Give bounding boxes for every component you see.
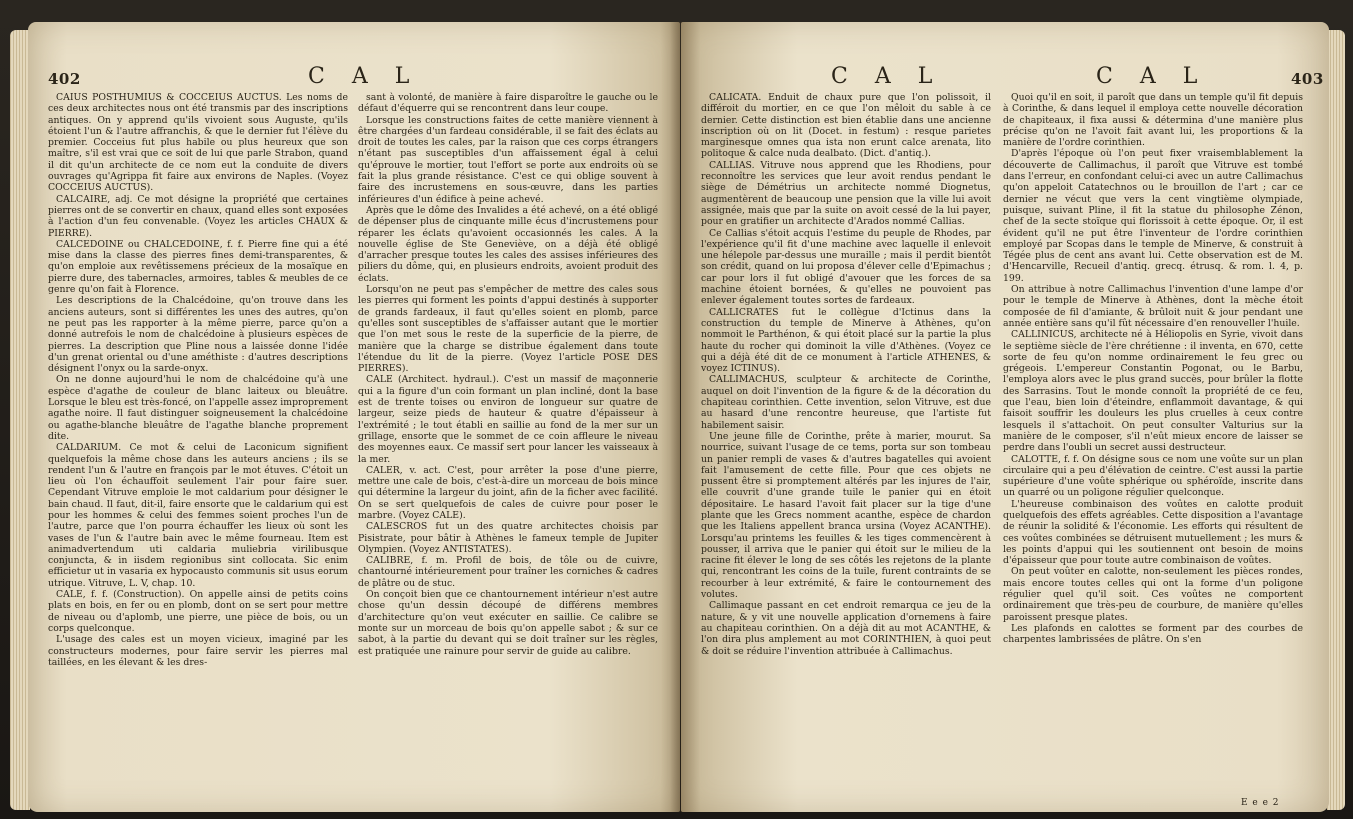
paragraph: CALER, v. act. C'est, pour arrêter la pose d'une pierre, mettre une cale de bois, c'est-à-dire un morceau de bois mince qui détermine la largeur du joint, afin de la ficher avec facilité. On se sert quelquefois de cales de cuivre pour poser le marbre. (Voyez CALE).: [358, 464, 658, 521]
running-head-2: C A L: [1096, 64, 1208, 89]
running-head: C A L: [308, 64, 420, 89]
paragraph: CALCEDOINE ou CHALCEDOINE, f. f. Pierre fine qui a été mise dans la classe des pierres fines demi-transparentes, & qu'on emploie aux revêtissemens précieux de la mosaïque en pierre dure, des tabernacles, armoires, tables & meubles de ce genre qu'on fait à Florence.: [48, 238, 348, 296]
paragraph: CALLIAS. Vitruve nous apprend que les Rhodiens, pour reconnoître les services que leur avoit rendus pendant le siège de Démétrius un architecte nommé Diognetus, augmentèrent de beaucoup une pension que la ville lui avoit assignée, mais que par la suite on avoit cessé de la lui payer, pour en gratifier un architecte d'Arados nommé Callias.: [701, 159, 991, 228]
page-number: 402: [48, 70, 81, 88]
text-column-1: [48, 92, 348, 782]
paragraph: CALLINICUS, architecte né à Héliopolis en Syrie, vivoit dans le septième siècle de l'ère chrétienne : il inventa, en 670, cette sorte de feu qu'on nomme ordinairement le feu grec ou grégeois. L'empereur Constantin Pogonat, ou le Barbu, l'employa alors avec le plus grand succès, pour brûler la flotte des Sarrasins. Tout le monde connoît la propriété de ce feu, que l'eau, bien loin d'éteindre, enflammoit davantage, & qui faisoit souffrir les douleurs les plus cruelles à ceux contre lesquels il s'attachoit. On peut consulter Valturius sur la manière de le composer, s'il n'eût mieux encore de laisser se perdre dans l'oubli un secret aussi destructeur.: [1003, 329, 1303, 454]
paragraph: CALOTTE, f. f. On désigne sous ce nom une voûte sur un plan circulaire qui a peu d'élévation de ceintre. C'est aussi la partie supérieure d'une voûte sphérique ou sphéroïde, inscrite dans un quarré ou un poligone régulier quelconque.: [1003, 453, 1303, 499]
text-column-1: [701, 92, 991, 782]
paragraph: Quoi qu'il en soit, il paroît que dans un temple qu'il fit depuis à Corinthe, & dans lequel il employa cette nouvelle décoration de chapiteaux, il fixa aussi & détermina d'une manière plus précise qu'on ne l'avoit fait avant lui, les proportions & la manière de l'ordre corinthien.: [1003, 92, 1303, 149]
paragraph: CALDARIUM. Ce mot & celui de Laconicum signifient quelquefois la même chose dans les auteurs anciens ; ils se rendent l'un & l'autre en françois par le mot étuves. C'étoit un lieu où l'on échauffoit seulement l'air pour faire suer. Cependant Vitruve emploie le mot caldarium pour désigner le bain chaud. Il faut, dit-il, faire ensorte que le caldarium qui est pour les hommes & celui des femmes soient proches l'un de l'autre, parce que l'on pourra échauffer les lieux où sont les vases de l'un & l'autre bain avec le même fourneau. Item est animadvertendum uti caldaria muliebria virilibusque conjuncta, & in iisdem regionibus sint collocata. Sic enim efficietur ut in vasaria ex hypocausto communis sit usus eorum utrique. Vitruve, L. V, chap. 10.: [48, 442, 348, 589]
paragraph: L'heureuse combinaison des voûtes en calotte produit quelquefois des effets agréables. Cette disposition a l'avantage de réunir la solidité & l'économie. Les efforts qui résultent de ces voûtes combinées se détruisent mutuellement ; les murs & les points d'appui qui les soutiennent ont besoin de moins d'épaisseur que pour toute autre combinaison de voûtes.: [1003, 498, 1303, 567]
page-number: 403: [1291, 70, 1324, 88]
paragraph: CALESCROS fut un des quatre architectes choisis par Pisistrate, pour bâtir à Athènes le fameux temple de Jupiter Olympien. (Voyez ANTISTATES).: [358, 521, 658, 555]
paragraph: D'après l'époque où l'on peut fixer vraisemblablement la découverte de Callimachus, il paroît que Vitruve est tombé dans l'erreur, en confondant celui-ci avec un autre Callimachus qu'on appeloit Catatechnos ou le brouillon de l'art ; car ce dernier ne vécut que vers la cent vingtième olympiade, puisque, suivant Pline, il fit la statue du philosophe Zénon, chef de la secte stoïque qui florissoit à cette époque. Or, il est évident qu'il ne put être l'inventeur de l'ordre corinthien employé par Scopas dans le temple de Minerve, & construit à Tégée plus de cent ans avant lui. Cette observation est de M. d'Hencarville, Recueil d'antiq. grecq. étrusq. & rom. l. 4, p. 199.: [1003, 148, 1303, 284]
paragraph: Lorsqu'on ne peut pas s'empêcher de mettre des cales sous les pierres qui forment les points d'appui destinés à supporter de grands fardeaux, il faut qu'elles soient en plomb, parce qu'elles sont susceptibles de s'affaisser autant que le mortier que l'on met sous le reste de la superficie de la pierre, de manière que la charge se distribue également dans toute l'étendue du lit de la pierre. (Voyez l'article POSE DES PIERRES).: [358, 284, 658, 375]
paragraph: On peut voûter en calotte, non-seulement les pièces rondes, mais encore toutes celles qui ont la forme d'un poligone régulier quel qu'il soit. Ces voûtes ne comportent ordinairement que très-peu de courbure, de manière qu'elles paroissent presque plates.: [1003, 566, 1303, 623]
paragraph: Lorsque les constructions faites de cette manière viennent à être chargées d'un fardeau considérable, il se fait des éclats au droit de toutes les cales, par la raison que ces corps étrangers n'étant pas susceptibles d'un affaissement égal à celui qu'éprouve le mortier, tout l'effort se porte aux endroits où se fait la plus grande résistance. C'est ce qui oblige souvent à faire des incrustemens en sous-œuvre, dans les parties inférieures d'un édifice à peine achevé.: [358, 114, 658, 205]
text-column-2: [1003, 92, 1303, 782]
running-head: C A L: [831, 64, 943, 89]
paragraph: CALICATA. Enduit de chaux pure que l'on polissoit, il différoit du mortier, en ce que l'on mêloit du sable à ce dernier. Cette distinction est bien établie dans une ancienne inscription où on lit (Docet. in festum) : resque parietes marginesque omnes qua ista non erunt calce arenata, lito politoque & calce nuda dealbato. (Dict. d'antiq.).: [701, 92, 991, 160]
paragraph: On attribue à notre Callimachus l'invention d'une lampe d'or pour le temple de Minerve à Athènes, dont la mèche étoit composée de fil d'amiante, & brûloit nuit & jour pendant une année entière sans qu'il fût nécessaire d'en renouveller l'huile.: [1003, 284, 1303, 329]
paragraph: CALLICRATES fut le collègue d'Ictinus dans la construction du temple de Minerve à Athènes, qu'on nommoit le Parthénon, & qui étoit placé sur la partie la plus haute du rocher qui dominoit la ville d'Athènes. (Voyez ce qui a déjà été dit de ce monument à l'article ATHENES, & voyez ICTINUS).: [701, 306, 991, 375]
paragraph: Callimaque passant en cet endroit remarqua ce jeu de la nature, & y vit une nouvelle application d'ornemens à faire au chapiteau corinthien. On a déjà dit au mot ACANTHE, & l'on dira plus amplement au mot CORINTHIEN, à quoi peut & doit se réduire l'invention attribuée à Callimachus.: [701, 600, 991, 657]
text-column-2: [358, 92, 658, 782]
paragraph: CALCAIRE, adj. Ce mot désigne la propriété que certaines pierres ont de se convertir en chaux, quand elles sont exposées à l'action d'un feu convenable. (Voyez les articles CHAUX & PIERRE).: [48, 193, 348, 239]
paragraph: On conçoit bien que ce chantournement intérieur n'est autre chose qu'un dessin découpé de différens membres d'architecture qu'on veut exécuter en saillie. Ce calibre se monte sur un morceau de bois qu'on appelle sabot ; & sur ce sabot, à la partie du devant qui se doit traîner sur les règles, est pratiquée une rainure pour servir de guide au calibre.: [358, 589, 658, 657]
paragraph: Les descriptions de la Chalcédoine, qu'on trouve dans les anciens auteurs, sont si différentes les unes des autres, qu'on ne peut pas les rapporter à la même pierre, parce qu'on a donné autrefois le nom de chalcédoine à plusieurs espèces de pierres. La description que Pline nous a laissée donne l'idée d'un grenat oriental ou d'une améthiste : d'autres descriptions désignent l'onyx ou la sarde-onyx.: [48, 295, 348, 375]
paragraph: Ce Callias s'étoit acquis l'estime du peuple de Rhodes, par l'expérience qu'il fit d'une machine avec laquelle il enlevoit une hélepole par-dessus une muraille ; mais il perdit bientôt son crédit, quand on lui proposa d'élever celle d'Epimachus ; car pour lors il fut obligé d'avouer que les forces de sa machine étoient bornées, & qu'elles ne pouvoient pas enlever également toutes sortes de fardeaux.: [701, 227, 991, 307]
paragraph: CALLIMACHUS, sculpteur & architecte de Corinthe, auquel on doit l'invention de la figure & de la décoration du chapiteau corinthien. Cette invention, selon Vitruve, est due au hasard d'une rencontre heureuse, que l'artiste fut habilement saisir.: [701, 374, 991, 431]
paragraph: sant à volonté, de manière à faire disparoître le gauche ou le défaut d'équerre qui se rencontrent dans leur coupe.: [358, 92, 658, 115]
paragraph: CALE (Architect. hydraul.). C'est un massif de maçonnerie qui a la figure d'un coin formant un plan incliné, dont la base est de trente toises ou environ de longueur sur quatre de largeur, seize pieds de hauteur & quatre d'épaisseur à l'extrémité ; le tout établi en saillie au fond de la mer sur un grillage, ensorte que le sommet de ce coin affleure le niveau des moyennes eaux. Ce massif sert pour lancer les vaisseaux à la mer.: [358, 374, 658, 465]
paragraph: CAIUS POSTHUMIUS & COCCEIUS AUCTUS. Les noms de ces deux architectes nous ont été transmis par des inscriptions antiques. On y apprend qu'ils vivoient sous Auguste, qu'ils étoient l'un & l'autre affranchis, & que le dernier fut l'élève du premier. Cocceius fut plus habile ou plus heureux que son maître, s'il est vrai que ce soit de lui que parle Strabon, quand il dit qu'un architecte de ce nom eut la conduite de divers ouvrages qu'Agrippa fit faire aux environs de Naples. (Voyez COCCEIUS AUCTUS).: [48, 92, 348, 194]
paragraph: Une jeune fille de Corinthe, prête à marier, mourut. Sa nourrice, suivant l'usage de ce tems, porta sur son tombeau un panier rempli de vases & d'autres bagatelles qui avoient fait l'amusement de cette fille. Pour que ces objets ne pussent être si promptement altérés par les injures de l'air, elle couvrit d'une grande tuile le panier qui en étoit dépositaire. Le hasard l'avoit fait placer sur la tige d'une plante que les Grecs nomment acanthe, espèce de chardon que les Italiens appellent branca ursina (Voyez ACANTHE). Lorsqu'au printems les feuilles & les tiges commencèrent à pousser, il arriva que le panier qui étoit sur le milieu de la racine fit élever le long de ses côtés les rejetons de la plante qui, rencontrant les coins de la tuile, furent contraints de se recourber à leur extrémité, & faire le contournement des volutes.: [701, 430, 991, 601]
paragraph: CALE, f. f. (Construction). On appelle ainsi de petits coins plats en bois, en fer ou en plomb, dont on se sert pour mettre de niveau ou d'aplomb, une pierre, une pièce de bois, ou un corps quelconque.: [48, 589, 348, 634]
signature-mark: E e e 2: [1241, 798, 1280, 808]
paragraph: Après que le dôme des Invalides a été achevé, on a été obligé de dépenser plus de cinquante mille écus d'incrustemens pour réparer les éclats qu'avoient occasionnés les cales. A la nouvelle église de Ste Geneviève, on a déjà été obligé d'arracher presque toutes les cales des assises inférieures des piliers du dôme, qui, en plusieurs endroits, avoient produit des éclats.: [358, 204, 658, 284]
paragraph: Les plafonds en calottes se forment par des courbes de charpentes lambrissées de plâtre. On s'en: [1003, 622, 1303, 646]
right-page: [681, 22, 1329, 812]
left-page-edges: [10, 30, 30, 810]
paragraph: L'usage des cales est un moyen vicieux, imaginé par les constructeurs modernes, pour faire servir les pierres mal taillées, en les élevant & les dres-: [48, 634, 348, 668]
left-page: [28, 22, 680, 812]
paragraph: On ne donne aujourd'hui le nom de chalcédoine qu'à une espèce d'agathe de couleur de blanc laiteux ou bleuâtre. Lorsque le bleu est très-foncé, on l'appelle assez improprement agathe noire. Il faut distinguer soigneusement la chalcédoine ou agathe-blanche bleuâtre de l'agathe blanche proprement dite.: [48, 374, 348, 442]
right-page-edges: [1327, 30, 1345, 810]
paragraph: CALIBRE, f. m. Profil de bois, de tôle ou de cuivre, chantourné intérieurement pour traîner les corniches & cadres de plâtre ou de stuc.: [358, 555, 658, 589]
